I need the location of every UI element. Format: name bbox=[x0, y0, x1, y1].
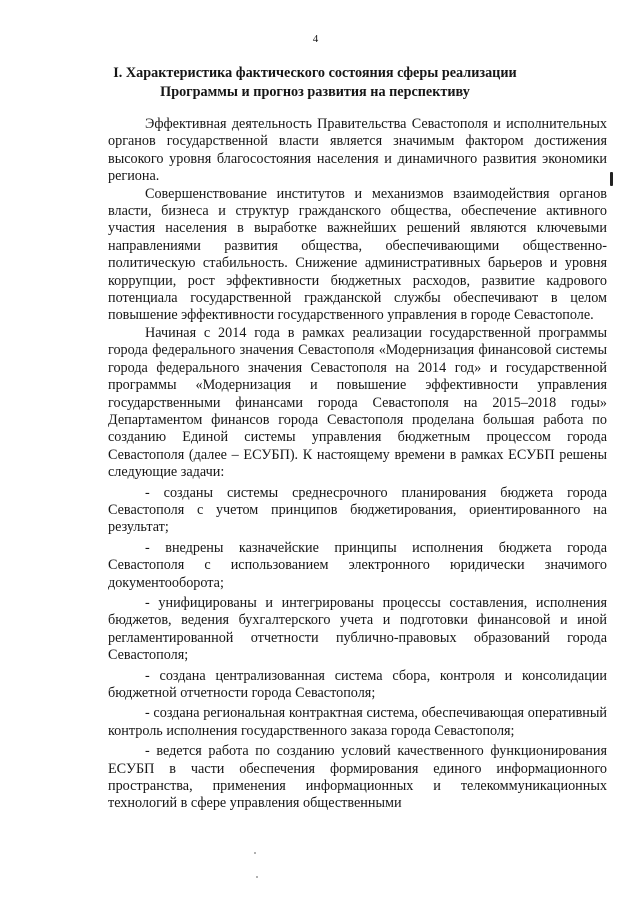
document-body bbox=[108, 116, 607, 813]
section-heading-line-2: Программы и прогноз развития на перспективу bbox=[160, 84, 470, 100]
scan-speck bbox=[254, 852, 256, 854]
scan-speck bbox=[256, 876, 258, 878]
task-list-item: - создана централизованная система сбора, контроля и консолидации бюджетной отчетности города Севастополя; bbox=[108, 667, 607, 701]
task-list-item: - внедрены казначейские принципы исполнения бюджета города Севастополя с использованием электронного юридически значимого документооборота; bbox=[108, 539, 607, 591]
page-number: 4 bbox=[312, 33, 319, 45]
margin-pen-mark bbox=[610, 172, 613, 186]
task-list-item: - ведется работа по созданию условий качественного функционирования ЕСУБП в части обеспечения формирования единого информационного пространства, применения информационных и телекоммуникационных технологий в сфере управления общественными bbox=[108, 743, 607, 812]
section-heading bbox=[100, 64, 530, 102]
paragraph: Совершенствование институтов и механизмов взаимодействия органов власти, бизнеса и структур гражданского общества, обеспечение активного участия населения в выработке важнейших решений являются ключевыми направлениями развития общества, обеспечивающими общественно-политическую стабильность. Снижение административных барьеров и уровня коррупции, рост эффективности бюджетных расходов, развитие кадрового потенциала государственной гражданской службы обеспечивают в целом повышение эффективности государственного управления в городе Севастополе. bbox=[108, 185, 607, 324]
task-list-item: - унифицированы и интегрированы процессы составления, исполнения бюджетов, ведения бухгалтерского учета и подготовки финансовой и иной регламентированной отчетности публично-правовых образований города Севастополя; bbox=[108, 594, 607, 664]
task-list-item: - создана региональная контрактная система, обеспечивающая оперативный контроль исполнения государственного заказа города Севастополя; bbox=[108, 705, 607, 739]
paragraph: Начиная с 2014 года в рамках реализации государственной программы города федерального значения Севастополя «Модернизация финансовой системы города федерального значения Севастополя на 2014 год» и государственной программы «Модернизация и повышение эффективности управления государственными финансами города Севастополя на 2015–2018 годы» Департаментом финансов города Севастополя проделана большая работа по созданию Единой системы управления бюджетным процессом города Севастополя (далее – ЕСУБП). К настоящему времени в рамках ЕСУБП решены следующие задачи: bbox=[108, 324, 607, 481]
section-heading-line-1: I. Характеристика фактического состояния сферы реализации bbox=[113, 65, 517, 81]
paragraph: Эффективная деятельность Правительства Севастополя и исполнительных органов государственной власти является значимым фактором достижения высокого уровня благосостояния населения и динамичного развития экономики региона. bbox=[108, 116, 607, 185]
task-list-item: - созданы системы среднесрочного планирования бюджета города Севастополя с учетом принципов бюджетирования, ориентированного на результат; bbox=[108, 484, 607, 536]
